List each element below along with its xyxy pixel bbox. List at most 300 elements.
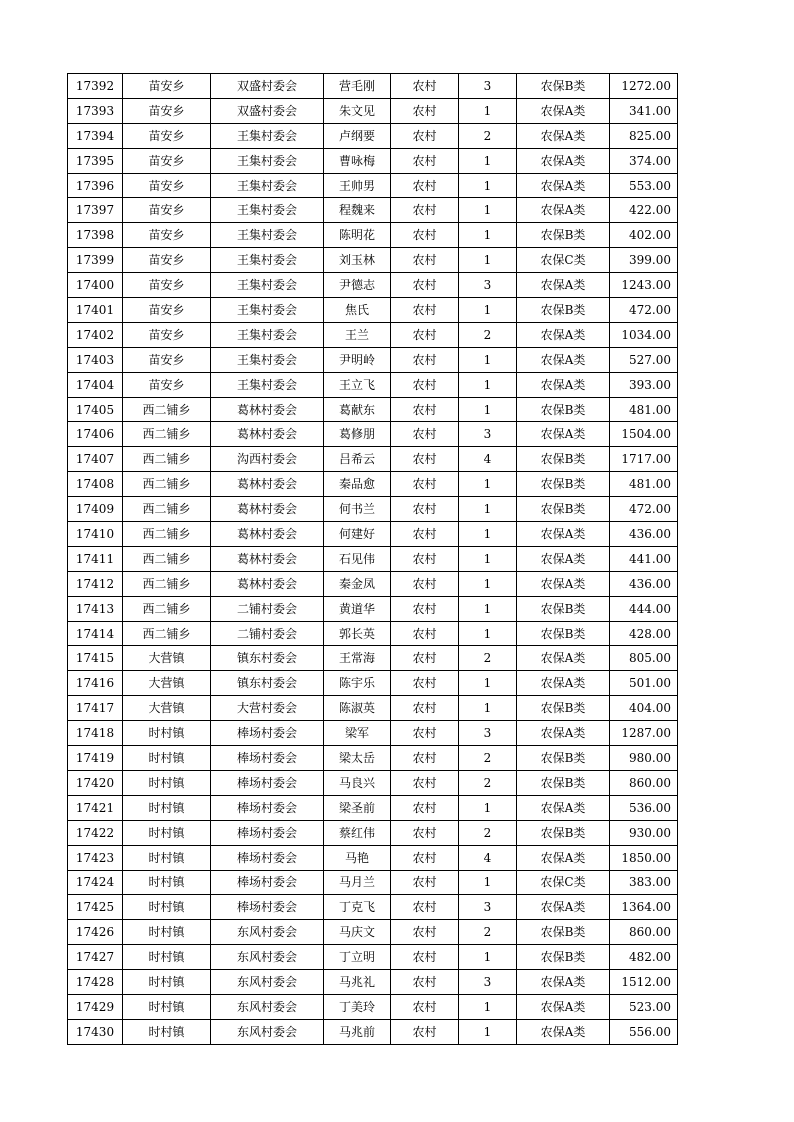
table-row [68,173,678,198]
serial-number-cell: 17406 [68,422,123,447]
amount-cell: 1243.00 [610,273,678,298]
table-row [68,472,678,497]
serial-number-cell: 17415 [68,646,123,671]
village-committee-cell: 大营村委会 [211,696,324,721]
serial-number-cell: 17413 [68,596,123,621]
serial-number-cell: 17402 [68,322,123,347]
serial-number-cell: 17410 [68,522,123,547]
township-cell: 苗安乡 [123,74,211,99]
amount-cell: 1850.00 [610,845,678,870]
insurance-category-cell: 农保A类 [517,273,610,298]
village-committee-cell: 王集村委会 [211,198,324,223]
village-committee-cell: 王集村委会 [211,322,324,347]
name-cell: 吕希云 [324,447,391,472]
serial-number-cell: 17425 [68,895,123,920]
amount-cell: 1364.00 [610,895,678,920]
amount-cell: 553.00 [610,173,678,198]
insurance-category-cell: 农保B类 [517,497,610,522]
household-size-cell: 1 [459,98,517,123]
name-cell: 王立飞 [324,372,391,397]
table-row [68,98,678,123]
township-cell: 苗安乡 [123,248,211,273]
household-size-cell: 1 [459,347,517,372]
area-type-cell: 农村 [391,173,459,198]
serial-number-cell: 17409 [68,497,123,522]
area-type-cell: 农村 [391,770,459,795]
name-cell: 陈明花 [324,223,391,248]
area-type-cell: 农村 [391,845,459,870]
insurance-category-cell: 农保B类 [517,472,610,497]
township-cell: 苗安乡 [123,347,211,372]
insurance-category-cell: 农保B类 [517,223,610,248]
village-committee-cell: 棒场村委会 [211,746,324,771]
household-size-cell: 3 [459,74,517,99]
area-type-cell: 农村 [391,422,459,447]
village-committee-cell: 东风村委会 [211,1019,324,1044]
table-row [68,497,678,522]
village-committee-cell: 葛林村委会 [211,422,324,447]
area-type-cell: 农村 [391,646,459,671]
amount-cell: 527.00 [610,347,678,372]
insurance-category-cell: 农保B类 [517,447,610,472]
table-row [68,322,678,347]
name-cell: 王常海 [324,646,391,671]
name-cell: 朱文见 [324,98,391,123]
area-type-cell: 农村 [391,621,459,646]
area-type-cell: 农村 [391,696,459,721]
name-cell: 陈淑英 [324,696,391,721]
village-committee-cell: 王集村委会 [211,347,324,372]
insurance-category-cell: 农保A类 [517,721,610,746]
village-committee-cell: 东风村委会 [211,945,324,970]
household-size-cell: 2 [459,646,517,671]
insurance-category-cell: 农保A类 [517,522,610,547]
table-row [68,372,678,397]
household-size-cell: 1 [459,472,517,497]
serial-number-cell: 17417 [68,696,123,721]
table-row [68,522,678,547]
name-cell: 秦品愈 [324,472,391,497]
household-size-cell: 3 [459,895,517,920]
table-row [68,248,678,273]
amount-cell: 436.00 [610,571,678,596]
name-cell: 卢纲要 [324,123,391,148]
table-row [68,646,678,671]
household-size-cell: 1 [459,546,517,571]
area-type-cell: 农村 [391,795,459,820]
table-row [68,571,678,596]
insurance-category-cell: 农保A类 [517,98,610,123]
table-row [68,945,678,970]
insurance-category-cell: 农保A类 [517,571,610,596]
township-cell: 西二铺乡 [123,546,211,571]
village-committee-cell: 东风村委会 [211,970,324,995]
insurance-category-cell: 农保C类 [517,870,610,895]
data-table [67,73,678,1045]
insurance-category-cell: 农保B类 [517,820,610,845]
area-type-cell: 农村 [391,248,459,273]
area-type-cell: 农村 [391,820,459,845]
area-type-cell: 农村 [391,571,459,596]
name-cell: 梁圣前 [324,795,391,820]
area-type-cell: 农村 [391,994,459,1019]
village-committee-cell: 葛林村委会 [211,397,324,422]
area-type-cell: 农村 [391,347,459,372]
table-row [68,845,678,870]
serial-number-cell: 17430 [68,1019,123,1044]
amount-cell: 341.00 [610,98,678,123]
amount-cell: 523.00 [610,994,678,1019]
insurance-category-cell: 农保B类 [517,397,610,422]
township-cell: 时村镇 [123,970,211,995]
amount-cell: 860.00 [610,920,678,945]
amount-cell: 1717.00 [610,447,678,472]
area-type-cell: 农村 [391,721,459,746]
name-cell: 何书兰 [324,497,391,522]
insurance-category-cell: 农保A类 [517,422,610,447]
amount-cell: 501.00 [610,671,678,696]
table-row [68,123,678,148]
table-row [68,696,678,721]
village-committee-cell: 东风村委会 [211,994,324,1019]
insurance-category-cell: 农保A类 [517,845,610,870]
serial-number-cell: 17426 [68,920,123,945]
village-committee-cell: 王集村委会 [211,173,324,198]
insurance-category-cell: 农保A类 [517,173,610,198]
household-size-cell: 2 [459,770,517,795]
area-type-cell: 农村 [391,746,459,771]
village-committee-cell: 葛林村委会 [211,546,324,571]
serial-number-cell: 17421 [68,795,123,820]
table-row [68,895,678,920]
township-cell: 苗安乡 [123,223,211,248]
table-row [68,447,678,472]
table-row [68,820,678,845]
amount-cell: 1272.00 [610,74,678,99]
amount-cell: 428.00 [610,621,678,646]
village-committee-cell: 王集村委会 [211,273,324,298]
amount-cell: 399.00 [610,248,678,273]
township-cell: 时村镇 [123,746,211,771]
township-cell: 时村镇 [123,1019,211,1044]
village-committee-cell: 双盛村委会 [211,98,324,123]
area-type-cell: 农村 [391,920,459,945]
household-size-cell: 1 [459,596,517,621]
township-cell: 苗安乡 [123,372,211,397]
serial-number-cell: 17411 [68,546,123,571]
insurance-category-cell: 农保C类 [517,248,610,273]
household-size-cell: 2 [459,920,517,945]
name-cell: 丁克飞 [324,895,391,920]
household-size-cell: 2 [459,746,517,771]
table-row [68,273,678,298]
village-committee-cell: 王集村委会 [211,123,324,148]
insurance-category-cell: 农保B类 [517,74,610,99]
amount-cell: 536.00 [610,795,678,820]
serial-number-cell: 17399 [68,248,123,273]
name-cell: 陈宇乐 [324,671,391,696]
amount-cell: 1504.00 [610,422,678,447]
serial-number-cell: 17397 [68,198,123,223]
serial-number-cell: 17392 [68,74,123,99]
township-cell: 时村镇 [123,820,211,845]
serial-number-cell: 17404 [68,372,123,397]
household-size-cell: 1 [459,173,517,198]
insurance-category-cell: 农保A类 [517,347,610,372]
area-type-cell: 农村 [391,98,459,123]
amount-cell: 472.00 [610,298,678,323]
name-cell: 梁太岳 [324,746,391,771]
name-cell: 马庆文 [324,920,391,945]
township-cell: 西二铺乡 [123,497,211,522]
township-cell: 西二铺乡 [123,397,211,422]
table-row [68,148,678,173]
area-type-cell: 农村 [391,273,459,298]
serial-number-cell: 17394 [68,123,123,148]
name-cell: 秦金凤 [324,571,391,596]
amount-cell: 436.00 [610,522,678,547]
name-cell: 焦氏 [324,298,391,323]
household-size-cell: 1 [459,198,517,223]
village-committee-cell: 棒场村委会 [211,845,324,870]
area-type-cell: 农村 [391,970,459,995]
insurance-category-cell: 农保A类 [517,895,610,920]
village-committee-cell: 棒场村委会 [211,870,324,895]
household-size-cell: 1 [459,696,517,721]
area-type-cell: 农村 [391,298,459,323]
insurance-category-cell: 农保A类 [517,795,610,820]
serial-number-cell: 17419 [68,746,123,771]
table-row [68,795,678,820]
township-cell: 时村镇 [123,920,211,945]
village-committee-cell: 王集村委会 [211,298,324,323]
household-size-cell: 1 [459,795,517,820]
serial-number-cell: 17396 [68,173,123,198]
insurance-category-cell: 农保A类 [517,148,610,173]
household-size-cell: 1 [459,671,517,696]
amount-cell: 422.00 [610,198,678,223]
village-committee-cell: 棒场村委会 [211,770,324,795]
area-type-cell: 农村 [391,322,459,347]
insurance-category-cell: 农保A类 [517,994,610,1019]
serial-number-cell: 17422 [68,820,123,845]
name-cell: 梁军 [324,721,391,746]
village-committee-cell: 沟西村委会 [211,447,324,472]
table-row [68,721,678,746]
township-cell: 西二铺乡 [123,621,211,646]
insurance-category-cell: 农保B类 [517,621,610,646]
insurance-category-cell: 农保B类 [517,920,610,945]
household-size-cell: 1 [459,497,517,522]
household-size-cell: 2 [459,322,517,347]
name-cell: 丁立明 [324,945,391,970]
amount-cell: 805.00 [610,646,678,671]
township-cell: 时村镇 [123,945,211,970]
amount-cell: 472.00 [610,497,678,522]
household-size-cell: 1 [459,1019,517,1044]
table-row [68,422,678,447]
name-cell: 葛献东 [324,397,391,422]
area-type-cell: 农村 [391,447,459,472]
name-cell: 郭长英 [324,621,391,646]
insurance-category-cell: 农保A类 [517,646,610,671]
table-row [68,870,678,895]
village-committee-cell: 棒场村委会 [211,895,324,920]
township-cell: 时村镇 [123,870,211,895]
name-cell: 马兆前 [324,1019,391,1044]
township-cell: 苗安乡 [123,123,211,148]
serial-number-cell: 17407 [68,447,123,472]
village-committee-cell: 王集村委会 [211,248,324,273]
area-type-cell: 农村 [391,895,459,920]
household-size-cell: 1 [459,223,517,248]
serial-number-cell: 17395 [68,148,123,173]
household-size-cell: 3 [459,970,517,995]
village-committee-cell: 葛林村委会 [211,497,324,522]
name-cell: 马兆礼 [324,970,391,995]
insurance-category-cell: 农保A类 [517,198,610,223]
area-type-cell: 农村 [391,372,459,397]
village-committee-cell: 镇东村委会 [211,646,324,671]
name-cell: 马良兴 [324,770,391,795]
insurance-category-cell: 农保B类 [517,746,610,771]
table-row [68,198,678,223]
township-cell: 大营镇 [123,671,211,696]
serial-number-cell: 17393 [68,98,123,123]
name-cell: 丁美玲 [324,994,391,1019]
village-committee-cell: 镇东村委会 [211,671,324,696]
serial-number-cell: 17412 [68,571,123,596]
village-committee-cell: 葛林村委会 [211,472,324,497]
serial-number-cell: 17424 [68,870,123,895]
area-type-cell: 农村 [391,596,459,621]
insurance-category-cell: 农保A类 [517,970,610,995]
name-cell: 营毛刚 [324,74,391,99]
village-committee-cell: 棒场村委会 [211,795,324,820]
village-committee-cell: 葛林村委会 [211,571,324,596]
table-row [68,596,678,621]
household-size-cell: 1 [459,148,517,173]
township-cell: 时村镇 [123,770,211,795]
serial-number-cell: 17405 [68,397,123,422]
township-cell: 西二铺乡 [123,447,211,472]
township-cell: 西二铺乡 [123,472,211,497]
area-type-cell: 农村 [391,223,459,248]
amount-cell: 825.00 [610,123,678,148]
amount-cell: 444.00 [610,596,678,621]
table-row [68,223,678,248]
household-size-cell: 2 [459,820,517,845]
township-cell: 西二铺乡 [123,522,211,547]
amount-cell: 441.00 [610,546,678,571]
area-type-cell: 农村 [391,671,459,696]
village-committee-cell: 棒场村委会 [211,820,324,845]
area-type-cell: 农村 [391,148,459,173]
township-cell: 苗安乡 [123,148,211,173]
household-size-cell: 3 [459,422,517,447]
insurance-category-cell: 农保A类 [517,372,610,397]
household-size-cell: 1 [459,298,517,323]
household-size-cell: 1 [459,248,517,273]
name-cell: 刘玉林 [324,248,391,273]
amount-cell: 556.00 [610,1019,678,1044]
township-cell: 苗安乡 [123,173,211,198]
serial-number-cell: 17423 [68,845,123,870]
township-cell: 苗安乡 [123,273,211,298]
amount-cell: 980.00 [610,746,678,771]
insurance-category-cell: 农保B类 [517,298,610,323]
serial-number-cell: 17428 [68,970,123,995]
household-size-cell: 3 [459,721,517,746]
village-committee-cell: 葛林村委会 [211,522,324,547]
household-size-cell: 1 [459,571,517,596]
amount-cell: 402.00 [610,223,678,248]
township-cell: 时村镇 [123,795,211,820]
village-committee-cell: 王集村委会 [211,148,324,173]
table-row [68,770,678,795]
insurance-category-cell: 农保A类 [517,1019,610,1044]
area-type-cell: 农村 [391,1019,459,1044]
insurance-category-cell: 农保A类 [517,546,610,571]
name-cell: 王兰 [324,322,391,347]
serial-number-cell: 17398 [68,223,123,248]
village-committee-cell: 二铺村委会 [211,621,324,646]
household-size-cell: 4 [459,845,517,870]
area-type-cell: 农村 [391,870,459,895]
village-committee-cell: 东风村委会 [211,920,324,945]
township-cell: 苗安乡 [123,98,211,123]
area-type-cell: 农村 [391,945,459,970]
table-row [68,746,678,771]
household-size-cell: 4 [459,447,517,472]
amount-cell: 374.00 [610,148,678,173]
township-cell: 时村镇 [123,895,211,920]
amount-cell: 482.00 [610,945,678,970]
name-cell: 黄道华 [324,596,391,621]
amount-cell: 383.00 [610,870,678,895]
village-committee-cell: 王集村委会 [211,372,324,397]
serial-number-cell: 17400 [68,273,123,298]
serial-number-cell: 17420 [68,770,123,795]
insurance-category-cell: 农保B类 [517,696,610,721]
township-cell: 苗安乡 [123,198,211,223]
table-row [68,298,678,323]
table-row [68,970,678,995]
name-cell: 尹德志 [324,273,391,298]
insurance-category-cell: 农保B类 [517,770,610,795]
name-cell: 马艳 [324,845,391,870]
amount-cell: 930.00 [610,820,678,845]
table-row [68,920,678,945]
table-row [68,1019,678,1044]
township-cell: 西二铺乡 [123,596,211,621]
area-type-cell: 农村 [391,198,459,223]
area-type-cell: 农村 [391,522,459,547]
insurance-category-cell: 农保B类 [517,596,610,621]
table-row [68,621,678,646]
table-row [68,347,678,372]
household-size-cell: 1 [459,372,517,397]
household-size-cell: 1 [459,994,517,1019]
amount-cell: 393.00 [610,372,678,397]
household-size-cell: 1 [459,522,517,547]
household-size-cell: 2 [459,123,517,148]
amount-cell: 481.00 [610,397,678,422]
township-cell: 西二铺乡 [123,571,211,596]
table-body [68,74,678,1045]
insurance-category-cell: 农保A类 [517,123,610,148]
area-type-cell: 农村 [391,497,459,522]
